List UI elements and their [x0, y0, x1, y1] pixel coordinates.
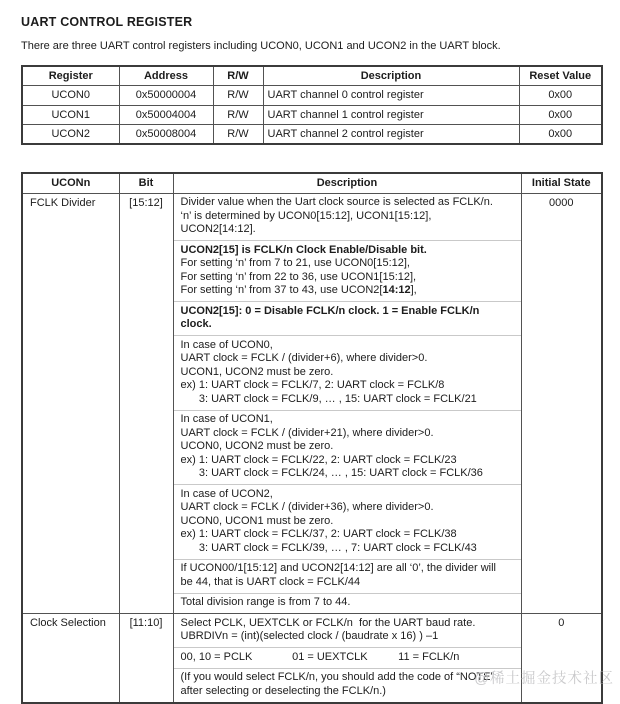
register-name: UCON1 — [22, 105, 119, 125]
description-paragraph: Total division range is from 7 to 44. — [174, 593, 521, 614]
register-description: UART channel 1 control register — [263, 105, 519, 125]
column-header-address: Address — [119, 66, 213, 86]
register-address: 0x50008004 — [119, 125, 213, 145]
field-name: Clock Selection — [22, 614, 119, 703]
column-header-rw: R/W — [213, 66, 263, 86]
register-rw: R/W — [213, 105, 263, 125]
table-row — [22, 105, 602, 125]
register-description: UART channel 0 control register — [263, 86, 519, 106]
register-name: UCON0 — [22, 86, 119, 106]
column-header-reset-value: Reset Value — [519, 66, 602, 86]
description-paragraph: (If you would select FCLK/n, you should add the code of “NOTE” after selecting or deselecting the FCLK/n.) — [174, 668, 521, 702]
register-address: 0x50000004 — [119, 86, 213, 106]
table-row-clock-selection — [22, 614, 602, 703]
column-header-bit: Bit — [119, 173, 173, 193]
register-name: UCON2 — [22, 125, 119, 145]
field-initial-state: 0000 — [521, 193, 602, 614]
field-description — [173, 193, 521, 614]
register-description: UART channel 2 control register — [263, 125, 519, 145]
register-reset-value: 0x00 — [519, 86, 602, 106]
register-address: 0x50004004 — [119, 105, 213, 125]
table-row-fclk-divider — [22, 193, 602, 614]
bitfield-table — [21, 172, 603, 704]
field-initial-state: 0 — [521, 614, 602, 703]
register-rw: R/W — [213, 86, 263, 106]
column-header-initial-state: Initial State — [521, 173, 602, 193]
field-bit-range: [11:10] — [119, 614, 173, 703]
description-paragraph: If UCON00/1[15:12] and UCON2[14:12] are all ‘0’, the divider will be 44, that is UART clock = FCLK/44 — [174, 559, 521, 593]
table-row — [22, 86, 602, 106]
register-summary-table — [21, 65, 603, 145]
column-header-uconn: UCONn — [22, 173, 119, 193]
register-rw: R/W — [213, 125, 263, 145]
field-description — [173, 614, 521, 703]
description-paragraph: Divider value when the Uart clock source is selected as FCLK/n. ‘n’ is determined by UCON0[15:12], UCON1[15:12], UCON2[14:12]. — [180, 196, 493, 235]
register-reset-value: 0x00 — [519, 125, 602, 145]
register-table-header-row — [22, 66, 602, 86]
description-paragraph: UCON2[15]: 0 = Disable FCLK/n clock. 1 = Enable FCLK/n clock. — [174, 301, 521, 335]
column-header-description: Description — [263, 66, 519, 86]
register-reset-value: 0x00 — [519, 105, 602, 125]
field-name: FCLK Divider — [22, 193, 119, 614]
table-row — [22, 125, 602, 145]
field-bit-range: [15:12] — [119, 193, 173, 614]
description-paragraph: Select PCLK, UEXTCLK or FCLK/n for the UART baud rate. UBRDIVn = (int)(selected clock / (baudrate x 16) ) –1 — [180, 616, 476, 642]
watermark: @稀土掘金技术社区 — [474, 671, 614, 687]
column-header-register: Register — [22, 66, 119, 86]
description-paragraph: In case of UCON1, UART clock = FCLK / (divider+21), where divider>0. UCON0, UCON2 must be zero. ex) 1: UART clock = FCLK/22, 2: UART clock = FCLK/23 3: UART clock = FCLK/24, … , 15: UART clock = FCLK/36 — [174, 410, 521, 485]
description-paragraph: In case of UCON2, UART clock = FCLK / (divider+36), where divider>0. UCON0, UCON1 must be zero. ex) 1: UART clock = FCLK/37, 2: UART clock = FCLK/38 3: UART clock = FCLK/39, … , 7: UART clock = FCLK/43 — [174, 484, 521, 559]
bitfield-table-header-row — [22, 173, 602, 193]
description-paragraph: In case of UCON0, UART clock = FCLK / (divider+6), where divider>0. UCON1, UCON2 must be zero. ex) 1: UART clock = FCLK/7, 2: UART clock = FCLK/8 3: UART clock = FCLK/9, … , 15: UART clock = FCLK/21 — [174, 335, 521, 410]
intro-text: There are three UART control registers including UCON0, UCON1 and UCON2 in the UART block. — [21, 40, 501, 52]
page-title: UART CONTROL REGISTER — [21, 15, 193, 29]
description-paragraph: 00, 10 = PCLK 01 = UEXTCLK 11 = FCLK/n — [174, 647, 521, 668]
description-paragraph: UCON2[15] is FCLK/n Clock Enable/Disable bit. For setting ‘n’ from 7 to 21, use UCON0[15:12], For setting ‘n’ from 22 to 36, use UCON1[15:12], For setting ‘n’ from 37 to 43, use UCON2[14:12], — [174, 240, 521, 301]
column-header-description: Description — [173, 173, 521, 193]
